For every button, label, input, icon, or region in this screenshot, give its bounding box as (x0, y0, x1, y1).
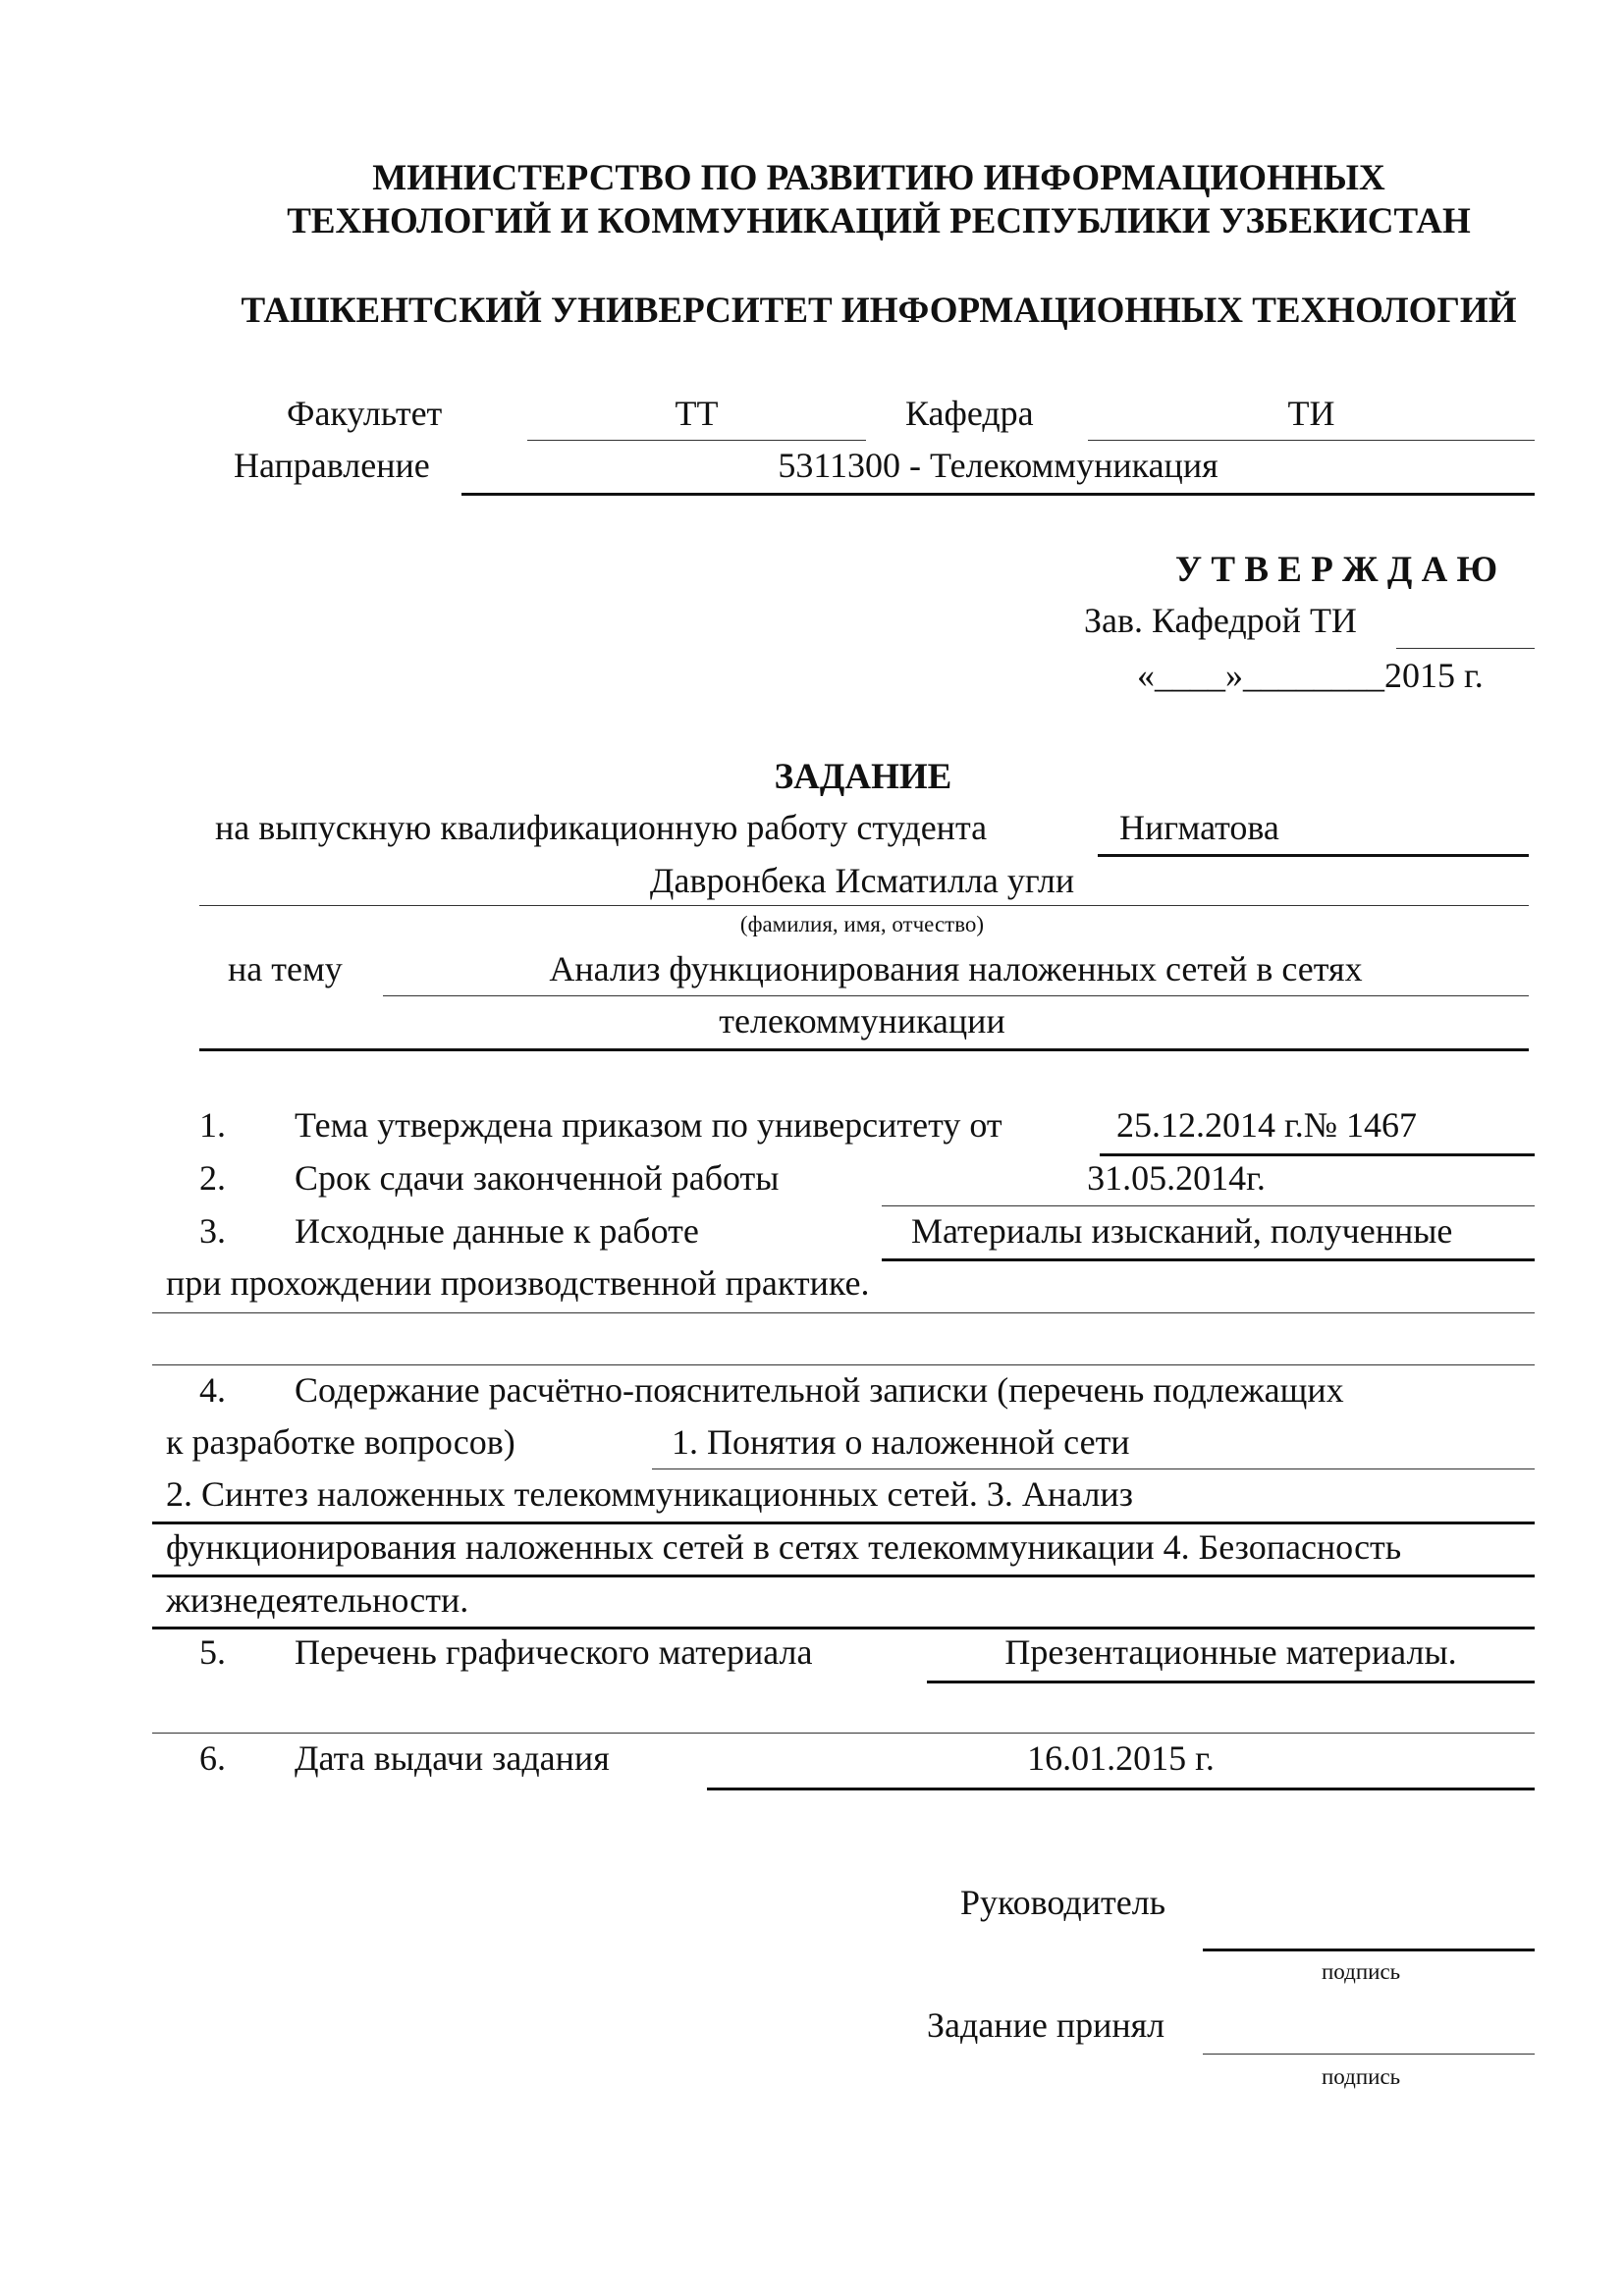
approve-title: У Т В Е Р Ж Д А Ю (1175, 550, 1498, 590)
item-3-continuation: при прохождении производственной практике. (166, 1263, 870, 1303)
item-1-label: Тема утверждена приказом по университету от (295, 1105, 1002, 1145)
item-3-cont-underline (152, 1312, 1535, 1313)
item-4-value-3: функционирования наложенных сетей в сетях телекоммуникации 4. Безопасность (166, 1527, 1402, 1567)
item-6-number: 6. (199, 1738, 226, 1778)
item-4-label-cont: к разработке вопросов) (166, 1422, 515, 1462)
topic-line-1: Анализ функционирования наложенных сетей в сетях (549, 949, 1363, 988)
ministry-line-1: МИНИСТЕРСТВО ПО РАЗВИТИЮ ИНФОРМАЦИОННЫХ (372, 158, 1385, 198)
item-6-label: Дата выдачи задания (295, 1738, 610, 1778)
topic-underline-2 (199, 1048, 1529, 1051)
student-surname-underline (1098, 854, 1529, 857)
name-hint: (фамилия, имя, отчество) (739, 912, 985, 936)
item-3-label: Исходные данные к работе (295, 1211, 699, 1251)
item-2-underline (882, 1205, 1535, 1206)
item-1-underline (1100, 1153, 1535, 1156)
direction-label: Направление (234, 446, 430, 485)
faculty-value: ТТ (675, 394, 719, 433)
item-4-number: 4. (199, 1370, 226, 1410)
accepted-sign-hint: подпись (1322, 2064, 1401, 2089)
item-3-underline (882, 1258, 1535, 1261)
ministry-line-2: ТЕХНОЛОГИЙ И КОММУНИКАЦИЙ РЕСПУБЛИКИ УЗБЕКИСТАН (287, 201, 1471, 241)
student-name: Давронбека Исматилла угли (649, 861, 1075, 900)
item-2-value: 31.05.2014г. (1087, 1158, 1266, 1198)
item-1-value: 25.12.2014 г.№ 1467 (1116, 1105, 1418, 1145)
item-5-blank-line (152, 1733, 1535, 1734)
accepted-signature-line (1203, 2054, 1535, 2055)
department-value: ТИ (1287, 394, 1335, 433)
task-title: ЗАДАНИЕ (774, 757, 952, 797)
student-surname: Нигматова (1119, 808, 1279, 847)
item-2-number: 2. (199, 1158, 226, 1198)
faculty-label: Факультет (287, 394, 443, 433)
approve-head: Зав. Кафедрой ТИ (1084, 601, 1357, 640)
item-3-number: 3. (199, 1211, 226, 1251)
item-3-value: Материалы изысканий, полученные (911, 1211, 1453, 1251)
supervisor-signature-line (1203, 1949, 1535, 1951)
item-4-underline-4 (152, 1627, 1535, 1629)
item-2-label: Срок сдачи законченной работы (295, 1158, 780, 1198)
item-3-blank-line (152, 1364, 1535, 1365)
supervisor-sign-hint: подпись (1322, 1959, 1401, 1984)
topic-label: на тему (228, 949, 343, 988)
item-6-value: 16.01.2015 г. (1027, 1738, 1215, 1778)
department-label: Кафедра (905, 394, 1034, 433)
student-prefix: на выпускную квалификационную работу студента (215, 808, 988, 847)
direction-underline (461, 493, 1535, 496)
item-6-underline (707, 1788, 1535, 1790)
approve-signature-line (1396, 648, 1535, 649)
item-4-value-1: 1. Понятия о наложенной сети (672, 1422, 1130, 1462)
item-1-number: 1. (199, 1105, 226, 1145)
item-4-underline-1 (652, 1468, 1535, 1469)
approve-date: «____»________2015 г. (1137, 656, 1484, 695)
direction-value: 5311300 - Телекоммуникация (778, 446, 1218, 485)
item-4-value-4: жизнедеятельности. (166, 1580, 469, 1620)
item-4-underline-3 (152, 1575, 1535, 1577)
item-4-label: Содержание расчётно-пояснительной записки (перечень подлежащих (295, 1370, 1344, 1410)
department-underline (1088, 440, 1535, 441)
faculty-underline (527, 440, 866, 441)
item-5-underline (927, 1681, 1535, 1683)
topic-underline-1 (383, 995, 1529, 996)
item-4-underline-2 (152, 1522, 1535, 1524)
topic-line-2: телекоммуникации (719, 1001, 1005, 1041)
item-5-label: Перечень графического материала (295, 1632, 813, 1672)
item-4-value-2: 2. Синтез наложенных телекоммуникационных сетей. 3. Анализ (166, 1474, 1133, 1514)
item-5-value: Презентационные материалы. (1004, 1632, 1457, 1672)
university-title: ТАШКЕНТСКИЙ УНИВЕРСИТЕТ ИНФОРМАЦИОННЫХ ТЕХНОЛОГИЙ (241, 291, 1517, 331)
student-name-underline (199, 905, 1529, 906)
accepted-label: Задание принял (927, 2005, 1165, 2045)
item-5-number: 5. (199, 1632, 226, 1672)
supervisor-label: Руководитель (960, 1883, 1166, 1922)
